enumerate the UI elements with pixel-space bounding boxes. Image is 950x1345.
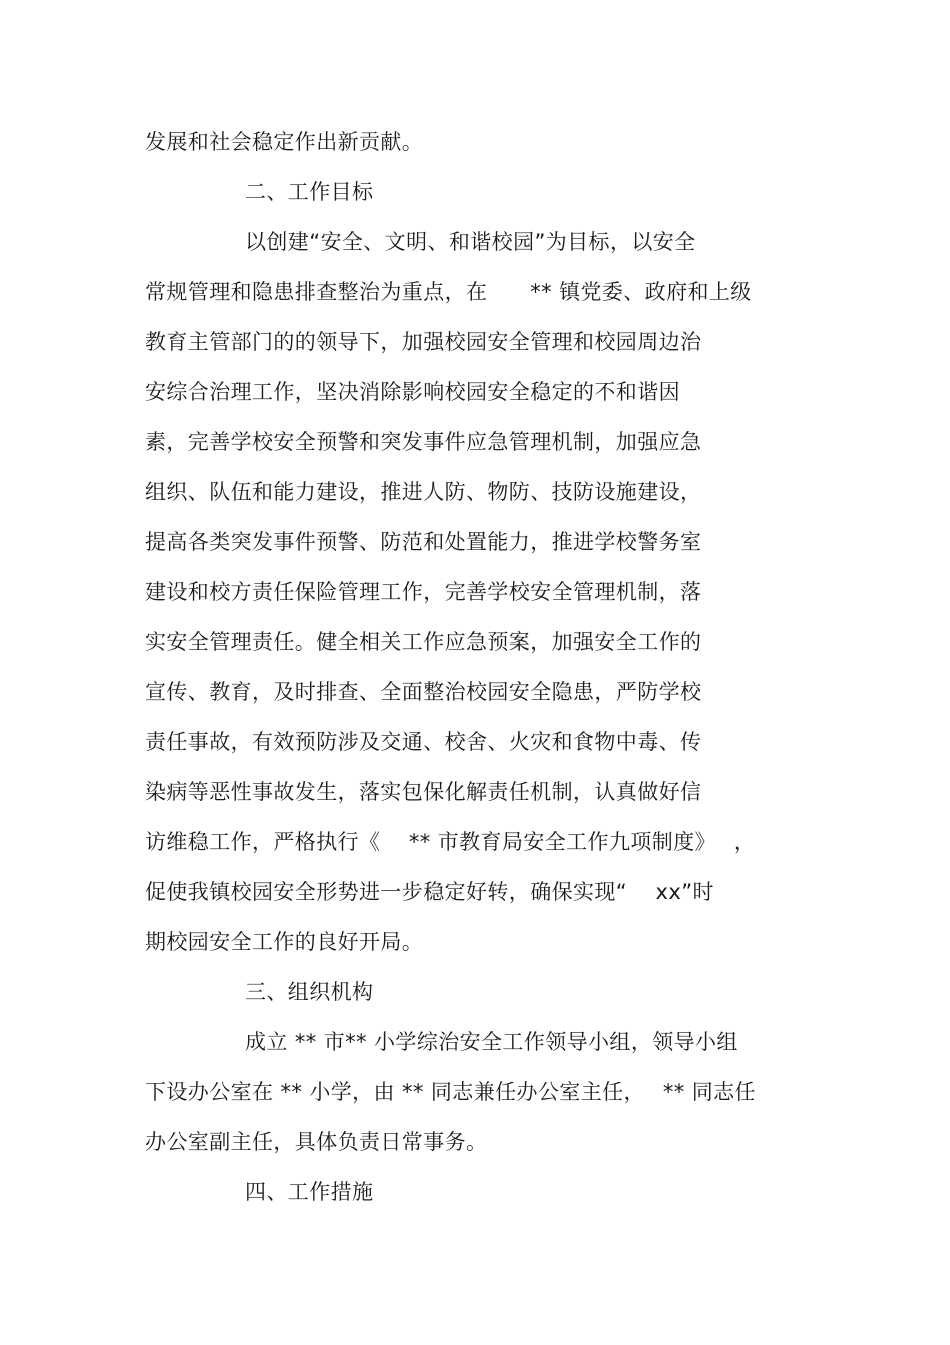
text-line-16: 促使我镇校园安全形势进一步稳定好转，确保实现“ xx”时 [145,880,714,904]
text-line-15: 访维稳工作，严格执行《 ** 市教育局安全工作九项制度》 ， [145,830,756,854]
text-line-10: 建设和校方责任保险管理工作，完善学校安全管理机制，落 [145,580,702,604]
text-line-14: 染病等恶性事故发生，落实包保化解责任机制，认真做好信 [145,780,702,804]
text-line-6: 安综合治理工作，坚决消除影响校园安全稳定的不和谐因 [145,380,680,404]
text-line-8: 组织、队伍和能力建设，推进人防、物防、技防设施建设， [145,480,702,504]
text-line-11: 实安全管理责任。健全相关工作应急预案，加强安全工作的 [145,630,702,654]
text-line-12: 宣传、教育，及时排查、全面整治校园安全隐患，严防学校 [145,680,702,704]
text-line-1: 发展和社会稳定作出新贡献。 [145,130,424,154]
section-heading-work-measures: 四、工作措施 [245,1180,374,1204]
section-heading-organization: 三、组织机构 [245,980,374,1004]
text-line-7: 素，完善学校安全预警和突发事件应急管理机制，加强应急 [145,430,702,454]
text-line-13: 责任事故，有效预防涉及交通、校舍、火灾和食物中毒、传 [145,730,702,754]
text-line-17: 期校园安全工作的良好开局。 [145,930,424,954]
text-line-19: 成立 ** 市** 小学综治安全工作领导小组，领导小组 [245,1030,738,1054]
text-line-5: 教育主管部门的的领导下，加强校园安全管理和校园周边治 [145,330,702,354]
section-heading-work-goals: 二、工作目标 [245,180,374,204]
text-line-20: 下设办公室在 ** 小学，由 ** 同志兼任办公室主任， ** 同志任 [145,1080,756,1104]
text-line-21: 办公室副主任，具体负责日常事务。 [145,1130,488,1154]
text-line-3: 以创建“安全、文明、和谐校园”为目标，以安全 [245,230,696,254]
text-line-9: 提高各类突发事件预警、防范和处置能力，推进学校警务室 [145,530,702,554]
text-line-4: 常规管理和隐患排查整治为重点，在 ** 镇党委、政府和上级 [145,280,752,304]
